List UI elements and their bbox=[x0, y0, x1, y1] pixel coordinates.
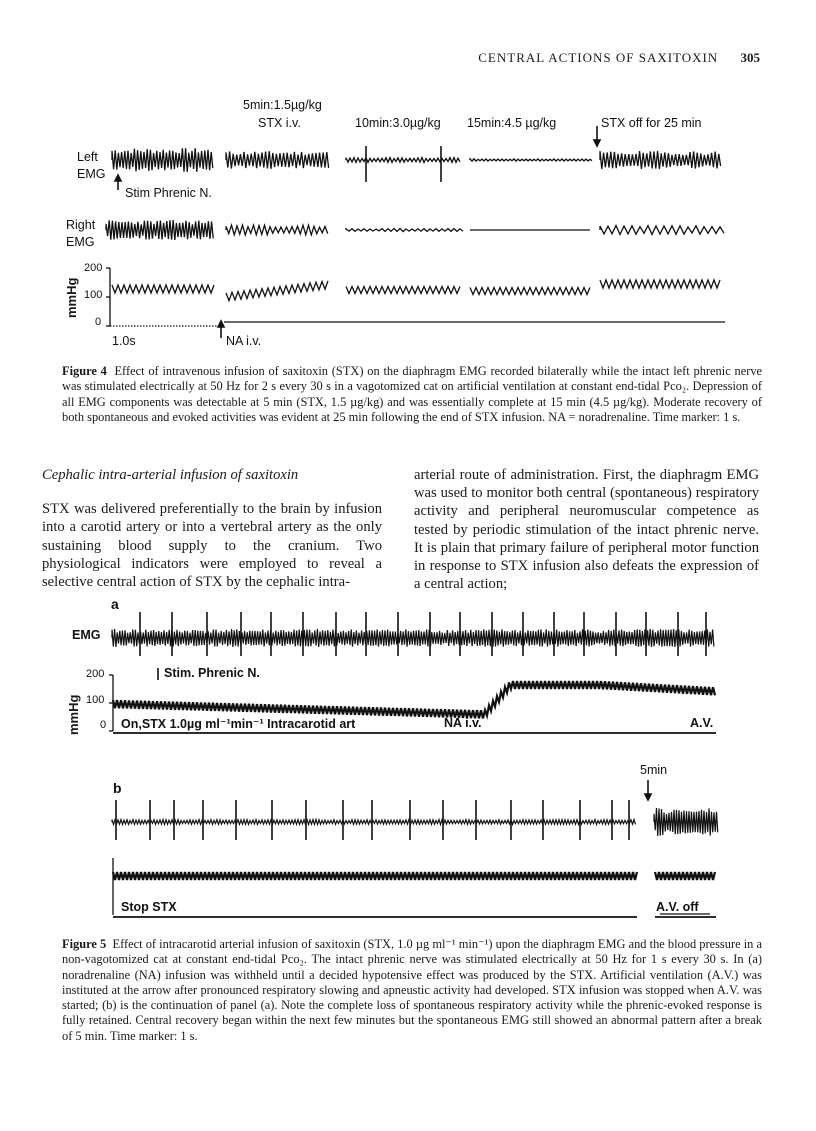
fig4-tick-200: 200 bbox=[84, 262, 103, 274]
section-heading: Cephalic intra-arterial infusion of saxitoxin bbox=[42, 467, 299, 483]
fig4-na-label: NA i.v. bbox=[226, 334, 262, 348]
fig5-tick-0: 0 bbox=[100, 719, 107, 731]
fig4-dose2-label: 10min:3.0µg/kg bbox=[355, 116, 441, 130]
fig4-tick-0: 0 bbox=[95, 316, 102, 328]
fig5-panel-b-label: b bbox=[113, 780, 122, 796]
fig5-tick-100: 100 bbox=[86, 694, 105, 706]
fig5-stim-label: Stim. Phrenic N. bbox=[164, 666, 260, 680]
fig5-stop-stx-label: Stop STX bbox=[121, 900, 177, 914]
fig4-caption-label: Figure 4 bbox=[62, 364, 107, 378]
fig4-right-emg-label: EMG bbox=[66, 235, 95, 249]
fig5-five-min-label: 5min bbox=[640, 763, 668, 777]
fig5-b-emg bbox=[112, 820, 636, 825]
page-number: 305 bbox=[740, 50, 760, 65]
fig5-five-min-arrowhead bbox=[645, 794, 651, 800]
fig5-emg-label: EMG bbox=[72, 628, 101, 642]
fig4-left-label: Left bbox=[77, 150, 98, 164]
fig5-b-bp-after bbox=[655, 872, 715, 880]
fig5-av-label: A.V. bbox=[690, 716, 714, 730]
fig5-caption-label: Figure 5 bbox=[62, 937, 107, 951]
fig5-tick-200: 200 bbox=[86, 668, 105, 680]
fig5-panel-a-label: a bbox=[111, 596, 119, 612]
fig5-a-emg bbox=[112, 629, 714, 647]
fig4-caption-text: Effect of intravenous infusion of saxitoxin (STX) on the diaphragm EMG recorded bilaterally while the intact left phrenic nerve was stimulated electrically at 50 Hz for 2 s every 30 s in a vagotomized cat on artificial ventilation at constant end-tidal Pco₂. Depression of all EMG components was detectable at 5 min (STX, 1.5 µg/kg) and was essentially complete at 15 min (4.5 µg/kg). Moderate recovery of both spontaneous and evoked activities was evident at 25 min following the end of STX infusion. NA = noradrenaline. Time marker: 1 s. bbox=[62, 364, 763, 424]
fig5-av-off-label: A.V. off bbox=[656, 900, 699, 914]
fig5-mmhg-axis-label: mmHg bbox=[66, 694, 81, 735]
fig5-on-stx-label: On,STX 1.0µg ml⁻¹min⁻¹ Intracarotid art bbox=[121, 717, 356, 731]
fig4-dose1-label: 5min:1.5µg/kg bbox=[243, 98, 322, 112]
right-paragraph: arterial route of administration. First, the diaphragm EMG was used to monitor both central (spontaneous) respiratory activity and peripheral neuromuscular competence as tested by periodic stimulation of the intact phrenic nerve. It is plain that primary failure of peripheral motor function in response to STX infusion also defeats the expression of a central action; bbox=[414, 467, 759, 593]
fig4-stx-off-label: STX off for 25 min bbox=[601, 116, 702, 130]
fig4-right-label: Right bbox=[66, 218, 96, 232]
fig4-time-marker: 1.0s bbox=[112, 334, 136, 348]
fig5-na-label: NA i.v. bbox=[444, 716, 482, 730]
running-title: CENTRAL ACTIONS OF SAXITOXIN bbox=[478, 50, 719, 65]
fig4-left-emg-label: EMG bbox=[77, 167, 106, 181]
figure-5-caption bbox=[62, 937, 762, 1044]
fig5-a-bp bbox=[113, 681, 715, 718]
fig4-mmhg-axis-label: mmHg bbox=[64, 277, 79, 318]
fig4-stim-label: Stim Phrenic N. bbox=[125, 186, 212, 200]
fig5-b-bp bbox=[113, 872, 637, 880]
fig4-stx-iv-label: STX i.v. bbox=[258, 116, 301, 130]
fig4-dose3-label: 15min:4.5 µg/kg bbox=[467, 116, 557, 130]
fig5-b-emg-recovery bbox=[654, 808, 718, 836]
fig4-tick-100: 100 bbox=[84, 289, 103, 301]
left-paragraph: STX was delivered preferentially to the brain by infusion into a carotid artery or into a vertebral artery as the only sustaining blood supply to the cranium. Two physiological indicators were employed to reveal a selective central action of STX by the cephalic intra- bbox=[42, 501, 382, 591]
fig5-caption-text: Effect of intracarotid arterial infusion of saxitoxin (STX, 1.0 µg ml⁻¹ min⁻¹) upon the diaphragm EMG and the blood pressure in a non-vagotomized cat at constant end-tidal Pco₂. The intact phrenic nerve was stimulated electrically at 50 Hz for 1 s every 30 s. In (a) noradrenaline (NA) infusion was withheld until a decided hypotensive effect was produced by the STX. Artificial ventilation (A.V.) was instituted at the arrow after pronounced respiratory slowing and apneustic activity had developed. STX infusion was stopped when A.V. was started; (b) is the continuation of panel (a). Note the complete loss of spontaneous respiratory activity while the phrenic-evoked response is fully retained. Central recovery began within the next few minutes but the spontaneous EMG still showed an abnormal pattern after a break of 5 min. Time marker: 1 s. bbox=[62, 937, 762, 1043]
